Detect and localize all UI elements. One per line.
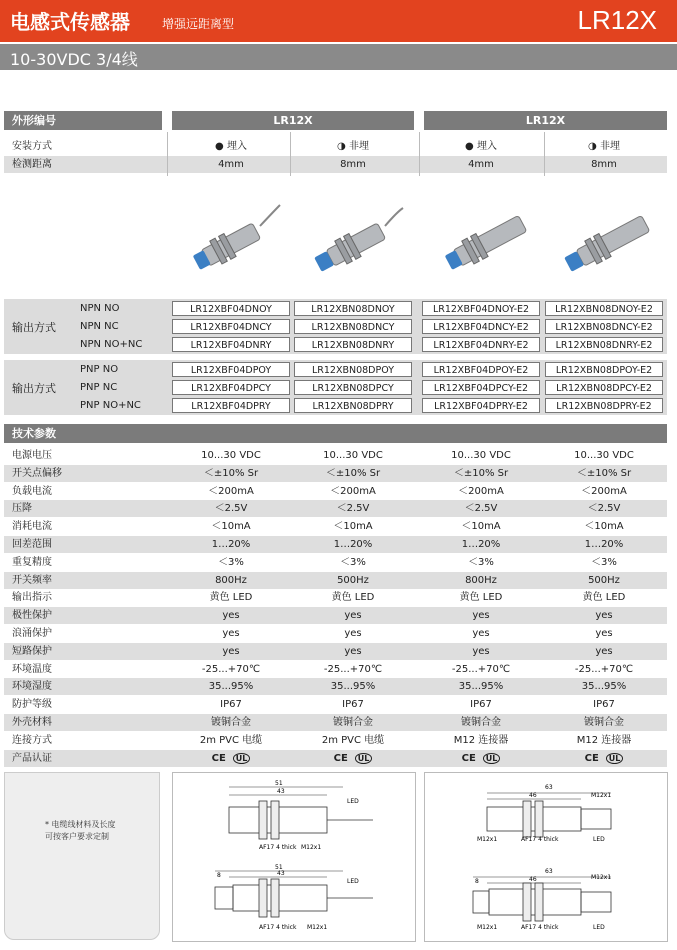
tech-row xyxy=(4,500,667,517)
sensor-image-3 xyxy=(432,200,542,280)
thread-label: M12x1 xyxy=(477,836,498,843)
tech-row xyxy=(4,554,667,571)
tech-value: yes xyxy=(222,610,240,622)
tech-row-label: 压降 xyxy=(12,503,32,515)
tech-row xyxy=(4,678,667,695)
tech-value: 1…20% xyxy=(584,539,624,550)
tech-value: 35...95% xyxy=(458,681,504,693)
tech-value: 35...95% xyxy=(208,681,254,693)
tech-value: ＜3% xyxy=(340,556,366,568)
tech-value: yes xyxy=(595,645,613,657)
tech-value: ＜±10% Sr xyxy=(576,467,632,479)
led-label: LED xyxy=(593,836,605,843)
dim-body: 46 xyxy=(529,792,537,799)
col-divider xyxy=(167,132,168,176)
tech-value: yes xyxy=(472,628,490,639)
cert-row: 产品认证 CE UL CE UL CE UL CE UL xyxy=(4,750,667,767)
dim-tip: 8 xyxy=(475,878,479,885)
cert-marks xyxy=(294,750,412,767)
header-model: LR12X xyxy=(577,5,657,35)
tech-row xyxy=(4,447,667,464)
tech-value: ＜±10% Sr xyxy=(453,467,509,479)
cable-note-text: * 电缆线材料及长度 可按客户要求定制 xyxy=(45,820,116,841)
tech-row xyxy=(4,589,667,606)
ul-mark: UL xyxy=(233,753,251,764)
tech-row xyxy=(4,696,667,713)
tech-row-label: 环境温度 xyxy=(12,663,52,675)
tech-value: ＜200mA xyxy=(458,485,504,497)
tech-value: 10...30 VDC xyxy=(574,450,634,461)
tech-value: ＜3% xyxy=(591,556,617,568)
tech-value: ＜2.5V xyxy=(464,503,498,515)
tech-value: 黄色 LED xyxy=(331,592,375,604)
tech-value: ＜10mA xyxy=(461,521,501,533)
group2-header: LR12X xyxy=(424,111,667,130)
conn-label: M12x1 xyxy=(591,874,612,881)
tech-row-label: 短路保护 xyxy=(12,645,52,657)
tech-row xyxy=(4,625,667,642)
tech-value: yes xyxy=(344,645,362,657)
tech-row-label: 连接方式 xyxy=(12,734,52,746)
pnp-nc-row: PNP NC LR12XBF04DPCY LR12XBN08DPCY LR12XBF04DPCY-E2 LR12XBN08DPCY-E2 xyxy=(70,379,667,396)
tech-value: 800Hz xyxy=(215,574,247,586)
ce-mark: CE xyxy=(584,753,599,764)
tech-value: ＜2.5V xyxy=(336,503,370,515)
tech-row-label: 开关频率 xyxy=(12,574,52,586)
tech-value: M12 连接器 xyxy=(453,734,509,746)
tech-row-label: 消耗电流 xyxy=(12,521,52,533)
tech-value: 2m PVC 电缆 xyxy=(321,734,385,746)
tech-row-label: 回差范围 xyxy=(12,539,52,550)
group1-header: LR12X xyxy=(172,111,414,130)
tech-value: 1…20% xyxy=(333,539,373,550)
tech-value: 1…20% xyxy=(211,539,251,550)
tech-value: 1…20% xyxy=(461,539,501,550)
cert-marks xyxy=(172,750,290,767)
tech-value: IP67 xyxy=(470,699,492,711)
cable-note xyxy=(4,772,160,940)
tech-row-label: 输出指示 xyxy=(12,592,52,604)
dim-body: 43 xyxy=(277,788,285,795)
col-divider xyxy=(544,132,545,176)
led-label: LED xyxy=(347,878,359,885)
tech-row-label: 防护等级 xyxy=(12,699,52,711)
nut-label: AF17 4 thick xyxy=(521,836,559,843)
tech-value: 35...95% xyxy=(581,681,627,693)
tech-value: 10...30 VDC xyxy=(451,450,511,461)
tech-value: ＜200mA xyxy=(581,485,627,497)
tech-row-label: 外壳材料 xyxy=(12,717,52,728)
tech-params-header: 技术参数 xyxy=(4,424,667,443)
voltage-subheader: 10-30VDC 3/4线 xyxy=(0,44,677,70)
tech-value: ＜±10% Sr xyxy=(203,467,259,479)
mount-row: 安装方式 ● 埋入 ◑ 非埋 ● 埋入 ◑ 非埋 xyxy=(12,141,620,152)
tech-value: IP67 xyxy=(593,699,615,711)
tech-value: 10...30 VDC xyxy=(201,450,261,461)
tech-row xyxy=(4,661,667,678)
ul-mark: UL xyxy=(606,753,624,764)
tech-value: 黄色 LED xyxy=(459,592,503,604)
drawing-m12-type xyxy=(424,772,668,942)
led-label: LED xyxy=(593,924,605,931)
dim-total: 51 xyxy=(275,864,283,871)
col-divider xyxy=(290,132,291,176)
tech-value: IP67 xyxy=(220,699,242,711)
header-title: 电感式传感器 xyxy=(10,10,130,34)
tech-value: -25...+70℃ xyxy=(574,663,634,675)
tech-value: ＜200mA xyxy=(208,485,254,497)
tech-row-label: 环境湿度 xyxy=(12,681,52,693)
thread-label: M12x1 xyxy=(301,844,322,851)
tech-value: yes xyxy=(222,645,240,657)
tech-value: IP67 xyxy=(342,699,364,711)
sensor-image-4 xyxy=(555,200,665,280)
tech-value: 2m PVC 电缆 xyxy=(199,734,263,746)
header-subtitle: 增强远距离型 xyxy=(162,17,235,31)
tech-value: ＜2.5V xyxy=(587,503,621,515)
tech-row-label: 重复精度 xyxy=(12,556,52,568)
tech-value: 10...30 VDC xyxy=(323,450,383,461)
tech-value: yes xyxy=(222,628,240,639)
dim-total: 51 xyxy=(275,780,283,787)
pnp-no-row: PNP NO LR12XBF04DPOY LR12XBN08DPOY LR12XBF04DPOY-E2 LR12XBN08DPOY-E2 xyxy=(70,361,667,378)
tech-value: -25...+70℃ xyxy=(451,663,511,675)
tech-value: yes xyxy=(595,628,613,639)
tech-value: 镀铜合金 xyxy=(211,717,251,728)
tech-row xyxy=(4,536,667,553)
tech-row-label: 负载电流 xyxy=(12,485,52,497)
nut-label: AF17 4 thick xyxy=(259,924,297,931)
tech-value: 镀铜合金 xyxy=(584,717,624,728)
tech-row xyxy=(4,643,667,660)
tech-row-label: 开关点偏移 xyxy=(12,467,62,479)
conn-label: M12x1 xyxy=(591,792,612,799)
tech-value: -25...+70℃ xyxy=(323,663,383,675)
tech-value: yes xyxy=(344,610,362,622)
tech-row xyxy=(4,732,667,749)
tech-value: -25...+70℃ xyxy=(201,663,261,675)
drawing-cable-type xyxy=(172,772,416,942)
tech-row xyxy=(4,607,667,624)
dim-tip: 8 xyxy=(217,872,221,879)
tech-value: ＜10mA xyxy=(211,521,251,533)
tech-value: 500Hz xyxy=(337,574,369,586)
tech-value: ＜10mA xyxy=(584,521,624,533)
tech-row-label: 极性保护 xyxy=(12,610,52,622)
sensor-image-2 xyxy=(305,200,415,280)
dim-total: 63 xyxy=(545,784,553,791)
tech-value: 35...95% xyxy=(330,681,376,693)
page-header xyxy=(0,0,677,42)
tech-row-label: 浪涌保护 xyxy=(12,628,52,639)
tech-row xyxy=(4,465,667,482)
dim-total: 63 xyxy=(545,868,553,875)
cert-marks xyxy=(545,750,663,767)
thread-label: M12x1 xyxy=(307,924,328,931)
dim-body: 46 xyxy=(529,876,537,883)
pnp-nonc-row: PNP NO+NC LR12XBF04DPRY LR12XBN08DPRY LR12XBF04DPRY-E2 LR12XBN08DPRY-E2 xyxy=(70,397,667,414)
tech-value: 镀铜合金 xyxy=(333,717,373,728)
tech-value: yes xyxy=(472,645,490,657)
tech-value: ＜10mA xyxy=(333,521,373,533)
npn-no-row: NPN NO LR12XBF04DNOY LR12XBN08DNOY LR12XBF04DNOY-E2 LR12XBN08DNOY-E2 xyxy=(70,300,667,317)
tech-value: ＜2.5V xyxy=(214,503,248,515)
tech-row xyxy=(4,714,667,731)
nut-label: AF17 4 thick xyxy=(259,844,297,851)
tech-value: 黄色 LED xyxy=(582,592,626,604)
tech-value: yes xyxy=(472,610,490,622)
nut-label: AF17 4 thick xyxy=(521,924,559,931)
tech-value: ＜200mA xyxy=(330,485,376,497)
ul-mark: UL xyxy=(483,753,501,764)
led-label: LED xyxy=(347,798,359,805)
tech-value: ＜±10% Sr xyxy=(325,467,381,479)
ce-mark: CE xyxy=(211,753,226,764)
tech-row xyxy=(4,518,667,535)
sensor-image-1 xyxy=(180,200,290,280)
ul-mark: UL xyxy=(355,753,373,764)
dim-body: 43 xyxy=(277,870,285,877)
thread-label: M12x1 xyxy=(477,924,498,931)
tech-value: M12 连接器 xyxy=(576,734,632,746)
distance-row: 检测距离 4mm 8mm 4mm 8mm xyxy=(4,156,667,173)
pnp-output-group: 输出方式 xyxy=(4,360,667,415)
tech-value: 镀铜合金 xyxy=(461,717,501,728)
npn-nc-row: NPN NC LR12XBF04DNCY LR12XBN08DNCY LR12XBF04DNCY-E2 LR12XBN08DNCY-E2 xyxy=(70,318,667,335)
shape-id-header: 外形编号 xyxy=(4,111,162,130)
npn-output-group: 输出方式 xyxy=(4,299,667,354)
tech-row-label: 电源电压 xyxy=(12,450,52,461)
tech-value: yes xyxy=(595,610,613,622)
tech-value: 500Hz xyxy=(588,574,620,586)
tech-row xyxy=(4,572,667,589)
ce-mark: CE xyxy=(461,753,476,764)
tech-value: ＜3% xyxy=(218,556,244,568)
ce-mark: CE xyxy=(333,753,348,764)
tech-row xyxy=(4,483,667,500)
tech-value: yes xyxy=(344,628,362,639)
tech-value: ＜3% xyxy=(468,556,494,568)
col-divider xyxy=(419,132,420,176)
tech-value: 黄色 LED xyxy=(209,592,253,604)
tech-value: 800Hz xyxy=(465,574,497,586)
npn-nonc-row: NPN NO+NC LR12XBF04DNRY LR12XBN08DNRY LR12XBF04DNRY-E2 LR12XBN08DNRY-E2 xyxy=(70,336,667,353)
cert-marks xyxy=(422,750,540,767)
